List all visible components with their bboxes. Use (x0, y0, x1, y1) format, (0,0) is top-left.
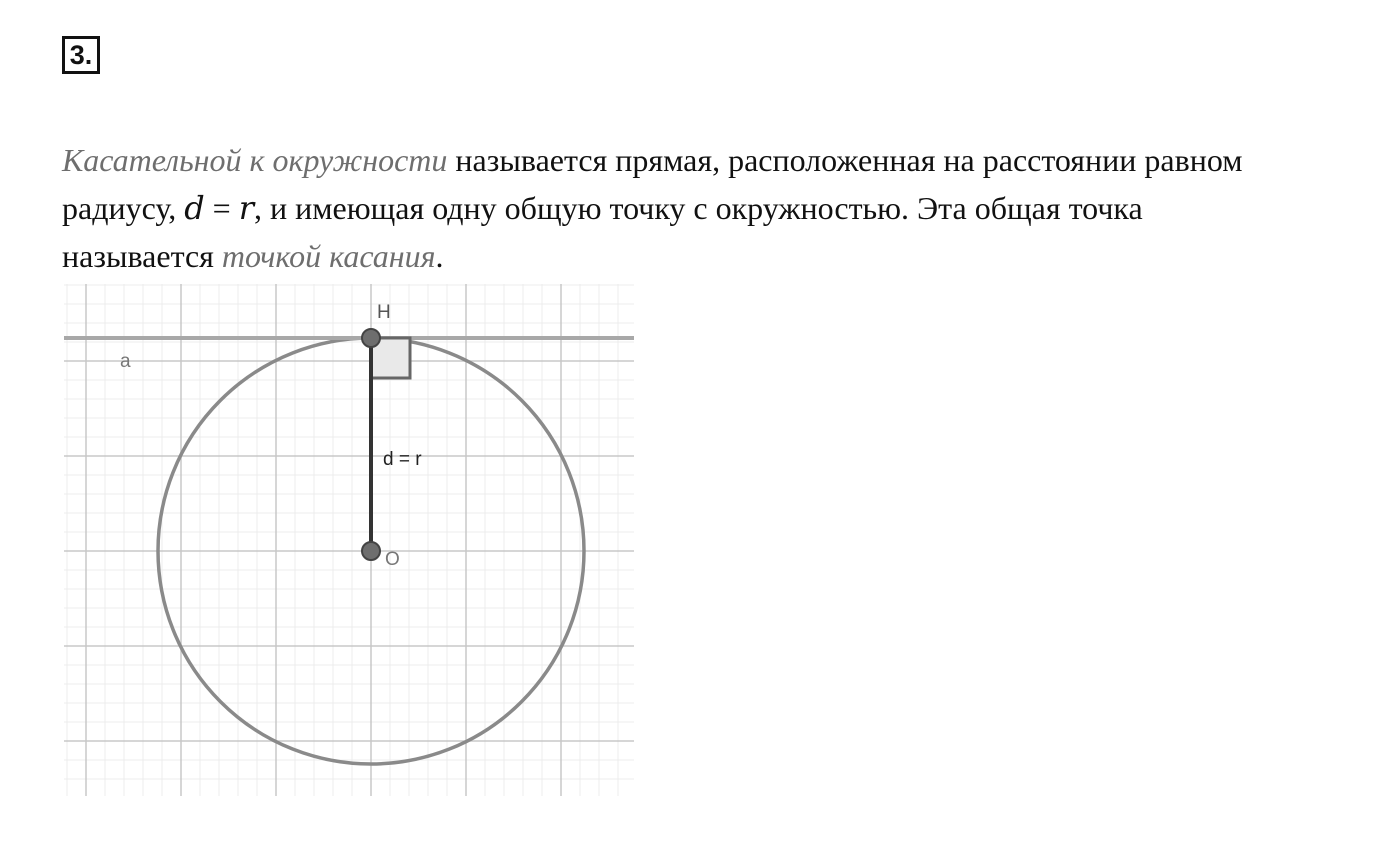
task-number-label: 3. (69, 39, 93, 70)
line2-after: , и имеющая одну общую точку с окружностью. Эта общая точка (254, 190, 1143, 226)
paragraph-line-2 (62, 184, 1392, 232)
line3-end: . (435, 238, 444, 274)
grid-major (64, 284, 634, 796)
line2-before: радиусу, (62, 190, 185, 226)
label-d-eq-r: d = r (383, 449, 422, 470)
term-tangent-point: точкой касания (221, 238, 436, 274)
term-tangent: Касательной к окружности (62, 142, 448, 178)
definition-paragraph (62, 136, 1392, 280)
label-h: H (377, 302, 391, 323)
math-d: d (184, 189, 205, 227)
line3-before: называется (62, 238, 222, 274)
paragraph-line-1 (62, 136, 1392, 184)
line1-text: называется прямая, расположенная на расстоянии равном (447, 142, 1243, 178)
math-r: r (238, 189, 255, 227)
label-a: a (120, 351, 131, 372)
tangent-figure (64, 284, 634, 796)
point-h (362, 329, 380, 347)
task-number (62, 36, 100, 74)
paragraph-line-3 (62, 232, 1392, 280)
math-eq: = (204, 190, 239, 226)
label-o: O (385, 549, 400, 570)
point-o (362, 542, 380, 560)
figure-canvas (64, 284, 634, 796)
